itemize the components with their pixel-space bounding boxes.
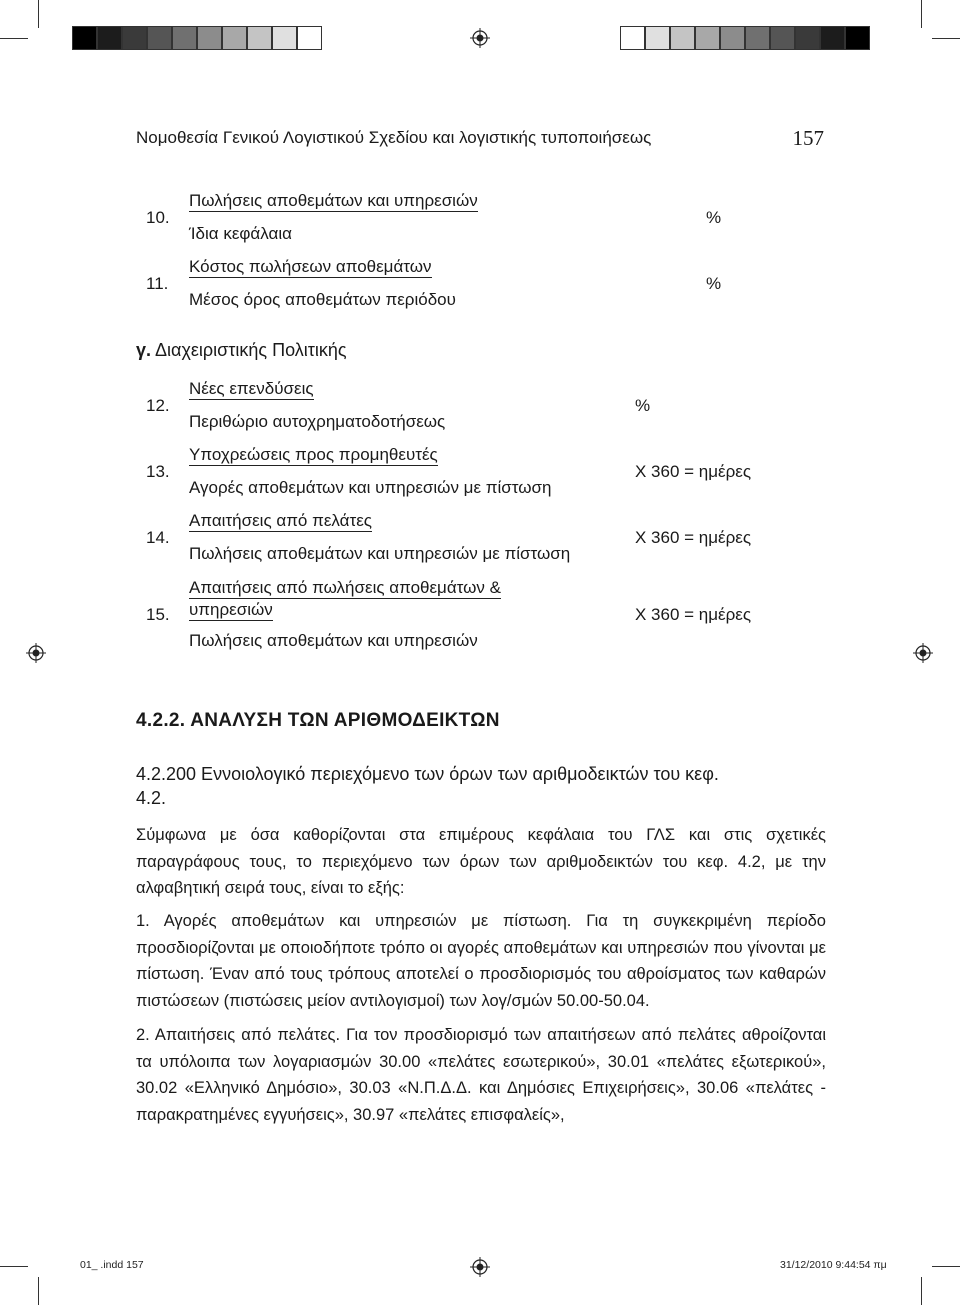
- crop-mark: [932, 1266, 960, 1267]
- crop-mark: [921, 0, 922, 28]
- color-bar-swatch: [770, 26, 795, 50]
- ratio-result: %: [706, 274, 722, 293]
- ratio-numerator: Νέες επενδύσεις: [189, 379, 314, 398]
- ratio-denominator: Πωλήσεις αποθεμάτων και υπηρεσιών: [189, 631, 478, 650]
- color-bar-swatch: [670, 26, 695, 50]
- crop-mark: [0, 1266, 28, 1267]
- color-bar-swatch: [297, 26, 322, 50]
- ratio-numerator: Υποχρεώσεις προς προμηθευτές: [189, 445, 438, 464]
- color-bar-swatch: [795, 26, 820, 50]
- color-bar-swatch: [147, 26, 172, 50]
- color-bar-swatch: [645, 26, 670, 50]
- crop-mark: [932, 38, 960, 39]
- color-bar-swatch: [820, 26, 845, 50]
- intro-paragraph: Σύμφωνα με όσα καθορίζονται στα επιμέρους κεφάλαια του ΓΛΣ και στις σχετικές παραγράφους τους, το περιεχόμενο των όρων των αριθμοδεικτών του κεφ. 4.2, με την αλφαβητική σειρά τους, είναι το εξής:: [136, 826, 826, 897]
- ratio-denominator: Περιθώριο αυτοχρηματοδοτήσεως: [189, 412, 446, 431]
- ratio-denominator: Αγορές αποθεμάτων και υπηρεσιών με πίστωση: [189, 478, 552, 497]
- color-bar-swatch: [122, 26, 147, 50]
- color-bar-swatch: [97, 26, 122, 50]
- registration-mark-icon: [913, 643, 933, 663]
- subsection-heading-4200: 4.2.200 Εννοιολογικό περιεχόμενο των όρων των αριθμοδεικτών του κεφ. 4.2.: [136, 764, 719, 808]
- ratio-denominator: Ίδια κεφάλαια: [189, 224, 292, 243]
- ratio-numerator: Απαιτήσεις από πελάτες: [189, 511, 372, 530]
- crop-mark: [0, 38, 28, 39]
- definition-paragraph-1: 1. Αγορές αποθεμάτων και υπηρεσιών με πίστωση. Για τη συγκεκριμένη περίοδο προσδιορίζονται με οποιοδήποτε τρόπο οι αγορές αποθεμάτων και υπηρεσιών που γίνονται με πίστωση. Έναν από τους τρόπους αποτελεί ο προσδιορισμός του αθροίσματος των καθαρών πιστώσεων (πιστώσεις μείον αντιλογισμοί) των λογ/σμών 50.00-50.04.: [136, 912, 826, 1010]
- ratio-result: X 360 = ημέρες: [635, 462, 752, 481]
- ratio-numerator: Πωλήσεις αποθεμάτων και υπηρεσιών: [189, 191, 478, 210]
- color-bar-swatch: [247, 26, 272, 50]
- crop-mark: [38, 1277, 39, 1305]
- footer-file-slug: 01_ .indd 157: [80, 1259, 144, 1271]
- color-bar-swatch: [222, 26, 247, 50]
- ratio-result: X 360 = ημέρες: [635, 605, 752, 624]
- color-bar-swatch: [272, 26, 297, 50]
- color-bar-swatch: [72, 26, 97, 50]
- color-bar-swatch: [845, 26, 870, 50]
- ratio-number: 15.: [146, 605, 170, 624]
- ratio-denominator: Μέσος όρος αποθεμάτων περιόδου: [189, 290, 456, 309]
- registration-mark-icon: [26, 643, 46, 663]
- ratio-number: 11.: [146, 274, 169, 293]
- page-number: 157: [792, 126, 824, 150]
- section-heading-422: 4.2.2. ΑΝΑΛΥΣΗ ΤΩΝ ΑΡΙΘΜΟΔΕΙΚΤΩΝ: [136, 710, 500, 731]
- color-bar-swatch: [745, 26, 770, 50]
- crop-mark: [921, 1277, 922, 1305]
- ratio-number: 14.: [146, 528, 170, 547]
- registration-mark-icon: [470, 1257, 490, 1277]
- ratio-number: 13.: [146, 462, 170, 481]
- ratio-number: 10.: [146, 208, 170, 227]
- running-header-title: Νομοθεσία Γενικού Λογιστικού Σχεδίου και λογιστικής τυποποιήσεως: [136, 128, 652, 147]
- ratio-result: X 360 = ημέρες: [635, 528, 752, 547]
- section-heading: γ. Διαχειριστικής Πολιτικής: [136, 340, 347, 360]
- color-bar-swatch: [620, 26, 645, 50]
- ratio-numerator: Κόστος πωλήσεων αποθεμάτων: [189, 257, 432, 276]
- ratio-denominator: Πωλήσεις αποθεμάτων και υπηρεσιών με πίστωση: [189, 544, 571, 563]
- registration-mark-icon: [470, 28, 490, 48]
- color-bar-swatch: [172, 26, 197, 50]
- crop-mark: [38, 0, 39, 28]
- color-bar-swatch: [695, 26, 720, 50]
- color-bar-swatch: [720, 26, 745, 50]
- ratio-result: %: [635, 396, 651, 415]
- definition-paragraph-2: 2. Απαιτήσεις από πελάτες. Για τον προσδιορισμό των απαιτήσεων από πελάτες αθροίζονται τα υπόλοιπα των λογαριασμών 30.00 «πελάτες εσωτερικού», 30.01 «πελάτες εξωτερικού», 30.02 «Ελληνικό Δημόσιο», 30.03 «Ν.Π.Δ.Δ. και Δημόσιες Επιχειρήσεις», 30.06 «πελάτες - παρακρατημένες εγγυήσεις», 30.97 «πελάτες επισφαλείς»,: [136, 1026, 826, 1124]
- color-bar-swatch: [197, 26, 222, 50]
- ratio-number: 12.: [146, 396, 170, 415]
- ratio-result: %: [706, 208, 722, 227]
- ratio-numerator: Απαιτήσεις από πωλήσεις αποθεμάτων & υπηρεσιών: [189, 578, 501, 619]
- footer-datetime: 31/12/2010 9:44:54 πμ: [780, 1259, 887, 1271]
